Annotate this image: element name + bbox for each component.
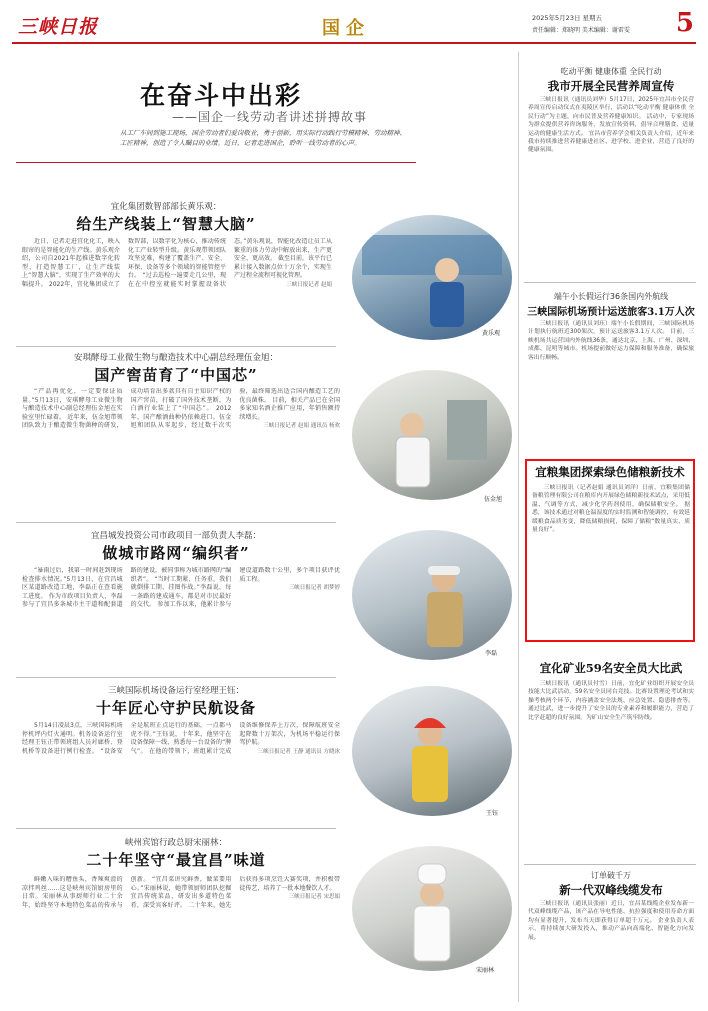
chef-illustration: [352, 846, 512, 971]
article-body: [528, 96, 694, 258]
masthead: [12, 8, 696, 42]
article-kicker: 安琪酵母工业微生物与酿造技术中心副总经理伍金旭：: [73, 353, 278, 363]
article-kicker: 三峡国际机场设备运行室经理王钰：: [107, 686, 244, 696]
editor-credits: 责任编辑：郑晓明 美术编辑：谢雷雯: [532, 27, 630, 34]
portrait-photo: [352, 686, 512, 816]
article-kicker: 吃动平衡 健康体重 全民行动: [560, 67, 662, 76]
column-divider: [518, 52, 519, 1002]
feature-title: 在奋斗中出彩: [140, 81, 303, 110]
article-title: 宜化矿业59名安全员大比武: [539, 661, 683, 675]
article-kicker: 订单破千万: [591, 871, 631, 880]
article-title: 新一代双峰线缆发布: [559, 883, 663, 897]
photo-caption: 黄乐观: [482, 330, 501, 337]
article-separator: [16, 828, 336, 829]
portrait-photo: [352, 215, 512, 340]
issue-date: 2025年5月23日 星期五: [532, 14, 603, 22]
article-separator: [16, 677, 336, 678]
article-text: 鲜嫩入味的糟鱼头，香辣爽滑的凉拌鸡丝……这是峡州宾馆厨房里的日常。宋丽林从事厨师行业二十余年，始终坚守本地特色菜品的传承与创新。 “宜昌菜讲究鲜香，做菜要用心。”宋丽林说，她带领厨师团队挖掘宜昌传统菜品，研发出多道特色菜肴，深受宾客好评。 二十年来，她先后获得多项烹饪大赛奖项，并积极带徒传艺，培养了一批本地餐饮人才。: [22, 876, 340, 909]
photo-caption: 伍金旭: [484, 496, 503, 503]
article-body: [22, 388, 340, 516]
airport-worker-illustration: [352, 686, 512, 816]
article-byline: 三峡日报记者 宋思娟: [288, 894, 340, 901]
feature-rule: [16, 162, 416, 163]
photo-caption: 王钰: [486, 810, 499, 817]
article-byline: 三峡日报记者 胡梦婷: [288, 585, 340, 592]
article-title: 做城市路网“编织者”: [102, 544, 250, 562]
article-kicker: 宜化集团数智部部长黄乐观：: [110, 202, 222, 212]
article-text: 三峡日报讯（记者赵娟 通讯员刘洋）日前，宜粮集团储备粮管理有限公司在粮库内开展绿色储粮新技术试点，采用低温、气调等方式，减少化学药剂使用，确保储粮安全。 据悉，该技术通过对粮仓温湿度的实时监测和智能调控，有效延缓粮食品质劣变，降低储粮损耗，保障了储粮“数量真实、质量良好”。: [532, 485, 690, 534]
section-name: 国企: [322, 18, 370, 39]
article-kicker: 峡州宾馆行政总厨宋丽林：: [124, 838, 227, 848]
article-title: 十年匠心守护民航设备: [95, 699, 256, 717]
article-text: “产品再优化，一定要保证质量。”5月13日，安琪酵母工业微生物与酿造技术中心副总经理伍金旭在实验室里忙碌着。 近年来，伍金旭带领团队致力于酿造微生物菌种的研发，成功培育出多款具有自主知识产权的国产窖苗，打破了国外技术垄断，为白酒行业装上了“中国芯”。 2012年，国产酿酒曲种仍依赖进口。伍金旭和团队从零起步，经过数千次实验，最终筛选出适合国内酿造工艺的优良菌株。 目前，相关产品已在全国多家知名酒企推广应用，年销售额持续增长。: [22, 388, 340, 430]
article-separator: [16, 346, 336, 347]
feature-intro: 从工厂车间到施工现场，国企劳动者们爱岗敬业，勇于创新，用实际行动践行劳模精神、劳动精神、工匠精神，创造了令人瞩目的业绩。近日，记者走进国企，聆听一线劳动者的心声。: [120, 129, 406, 147]
article-kicker: 端午小长假运行36条国内外航线: [553, 292, 669, 301]
article-text: 5月14日凌晨3点，三峡国际机场停机坪内灯火通明。机务设备运行室经理王钰正带领班组人员对廊桥、登机桥等设备进行例行检查。 “设备安全是航班正点运行的基础，一点都马虎不得。”王钰说，十年来，他坚守在设备保障一线，熟悉每一台设备的“脾气”。 在他的带领下，班组累计完成设备维修保养上万次，保障航班安全起降数十万架次，为机场平稳运行保驾护航。: [22, 722, 340, 755]
article-body: [22, 238, 332, 340]
article-text: 三峡日报讯（通讯员刘华）5月17日，2025年宜昌市全民营养周宣传启动仪式在夷陵区举行，活动以“吃动平衡 健康体重 全民行动”为主题，向市民普及营养健康知识。 活动中，专家现场为群众提供营养咨询服务，发放宣传资料，倡导合理膳食、适量运动的健康生活方式。 宜昌市营养学会相关负责人介绍，近年来我市持续推进营养健康进社区、进学校、进企业，营造了良好的健康氛围。: [528, 97, 694, 154]
feature-subtitle: ——国企一线劳动者讲述拼搏故事: [172, 110, 368, 124]
article-text: “暴雨过后，我第一时间赶到现场检查排水情况。”5月13日，在宜昌城区某道路改造工地，李磊正在查看施工进度。 作为市政项目负责人，李磊参与了宜昌多条城市主干道和配套道路的建设，被同事称为城市路网的“编织者”。 “当时工期紧、任务重，我们就倒排工期、挂图作战。”李磊说，每一条路的建成通车，都是对市民最好的交代。 参加工作以来，他累计参与建设道路数十公里，多个项目获评优质工程。: [22, 567, 340, 609]
article-text: 三峡日报讯（通讯员付雪）日前，宜化矿业组织开展安全员技能大比武活动，59名安全员同台竞技。比赛设置理论考试和实操考核两个环节，内容涵盖安全法规、应急处置、隐患排查等。 通过比武，进一步提升了安全员的专业素养和履职能力，营造了比学赶超的良好氛围，为矿山安全生产筑牢防线。: [528, 681, 694, 721]
article-kicker: 宜昌城发投资公司市政项目一部负责人李磊：: [90, 531, 261, 541]
construction-worker-illustration: [352, 530, 512, 660]
lab-worker-illustration: [352, 370, 512, 500]
newspaper-logo: 三峡日报: [18, 16, 99, 38]
article-body: [22, 876, 340, 1000]
article-title: 给生产线装上“智慧大脑”: [76, 215, 256, 233]
photo-caption: 李磊: [485, 650, 498, 657]
article-byline: 三峡日报记者 赵娟: [286, 281, 332, 288]
article-title: 宜粮集团探索绿色储粮新技术: [535, 465, 685, 479]
article-title: 我市开展全民营养周宣传: [547, 79, 675, 93]
article-body: [22, 567, 340, 671]
worker-control-room-illustration: [352, 215, 512, 340]
page-number: 5: [675, 8, 694, 38]
article-body: [528, 680, 694, 858]
article-body: [528, 900, 694, 1004]
portrait-photo: [352, 530, 512, 660]
article-text: 近日，记者走进宜化化工，映入眼帘的是智能化的生产线。黄乐观介绍，公司自2021年起推进数字化转型，打造智慧工厂，让生产线装上“智慧大脑”，实现了生产效率的大幅提升。 2022年，宜化集团成立了数智部，以数字化为核心，推动传统化工产业转型升级。黄乐观带领团队攻坚克难，构建了覆盖生产、安全、环保、设备等多个领域的智能管控平台。 “过去巡检一遍要走几公里，现在在中控室就能实时掌握设备状态。”黄乐观说，智能化改造让员工从繁重的体力劳动中解放出来，生产更安全、更高效。 截至目前，该平台已累计接入数据点位十万余个，实现生产过程全流程可视化管理。: [22, 238, 332, 288]
masthead-rule: [12, 42, 696, 44]
article-byline: 三峡日报记者 王静 通讯员 方晓冰: [257, 748, 340, 755]
article-separator: [524, 282, 696, 283]
article-separator: [524, 864, 696, 865]
article-title: 二十年坚守“最宜昌”味道: [86, 851, 266, 869]
portrait-photo: [352, 370, 512, 500]
article-separator: [16, 522, 336, 523]
article-text: 三峡日报讯（通讯员张丽）近日，宜昌某线缆企业发布新一代双峰线缆产品，该产品在导电性能、抗拉强度和使用寿命方面均有显著提升，发布当天即获得订单超千万元。 企业负责人表示，将持续加大研发投入，推动产品向高端化、智能化方向发展。: [528, 901, 694, 941]
article-byline: 三峡日报记者 赵娟 通讯员 杨欢: [263, 423, 340, 430]
article-title: 国产窖苗育了“中国芯”: [94, 366, 258, 384]
article-title: 三峡国际机场预计运送旅客3.1万人次: [527, 307, 695, 318]
portrait-photo: [352, 846, 512, 971]
article-body: [532, 484, 690, 636]
article-body: [528, 320, 694, 444]
article-body: [22, 722, 340, 822]
article-text: 三峡日报讯（通讯员刘珏）端午小长假期间，三峡国际机场计划执行航班近300架次，预计运送旅客3.1万人次。 目前，三峡机场共运营国内外航线36条，通达北京、上海、广州、深圳、成都、昆明等城市。机场提前做好运力保障和服务准备，确保旅客出行顺畅。: [528, 321, 694, 361]
photo-caption: 宋丽林: [476, 967, 495, 974]
